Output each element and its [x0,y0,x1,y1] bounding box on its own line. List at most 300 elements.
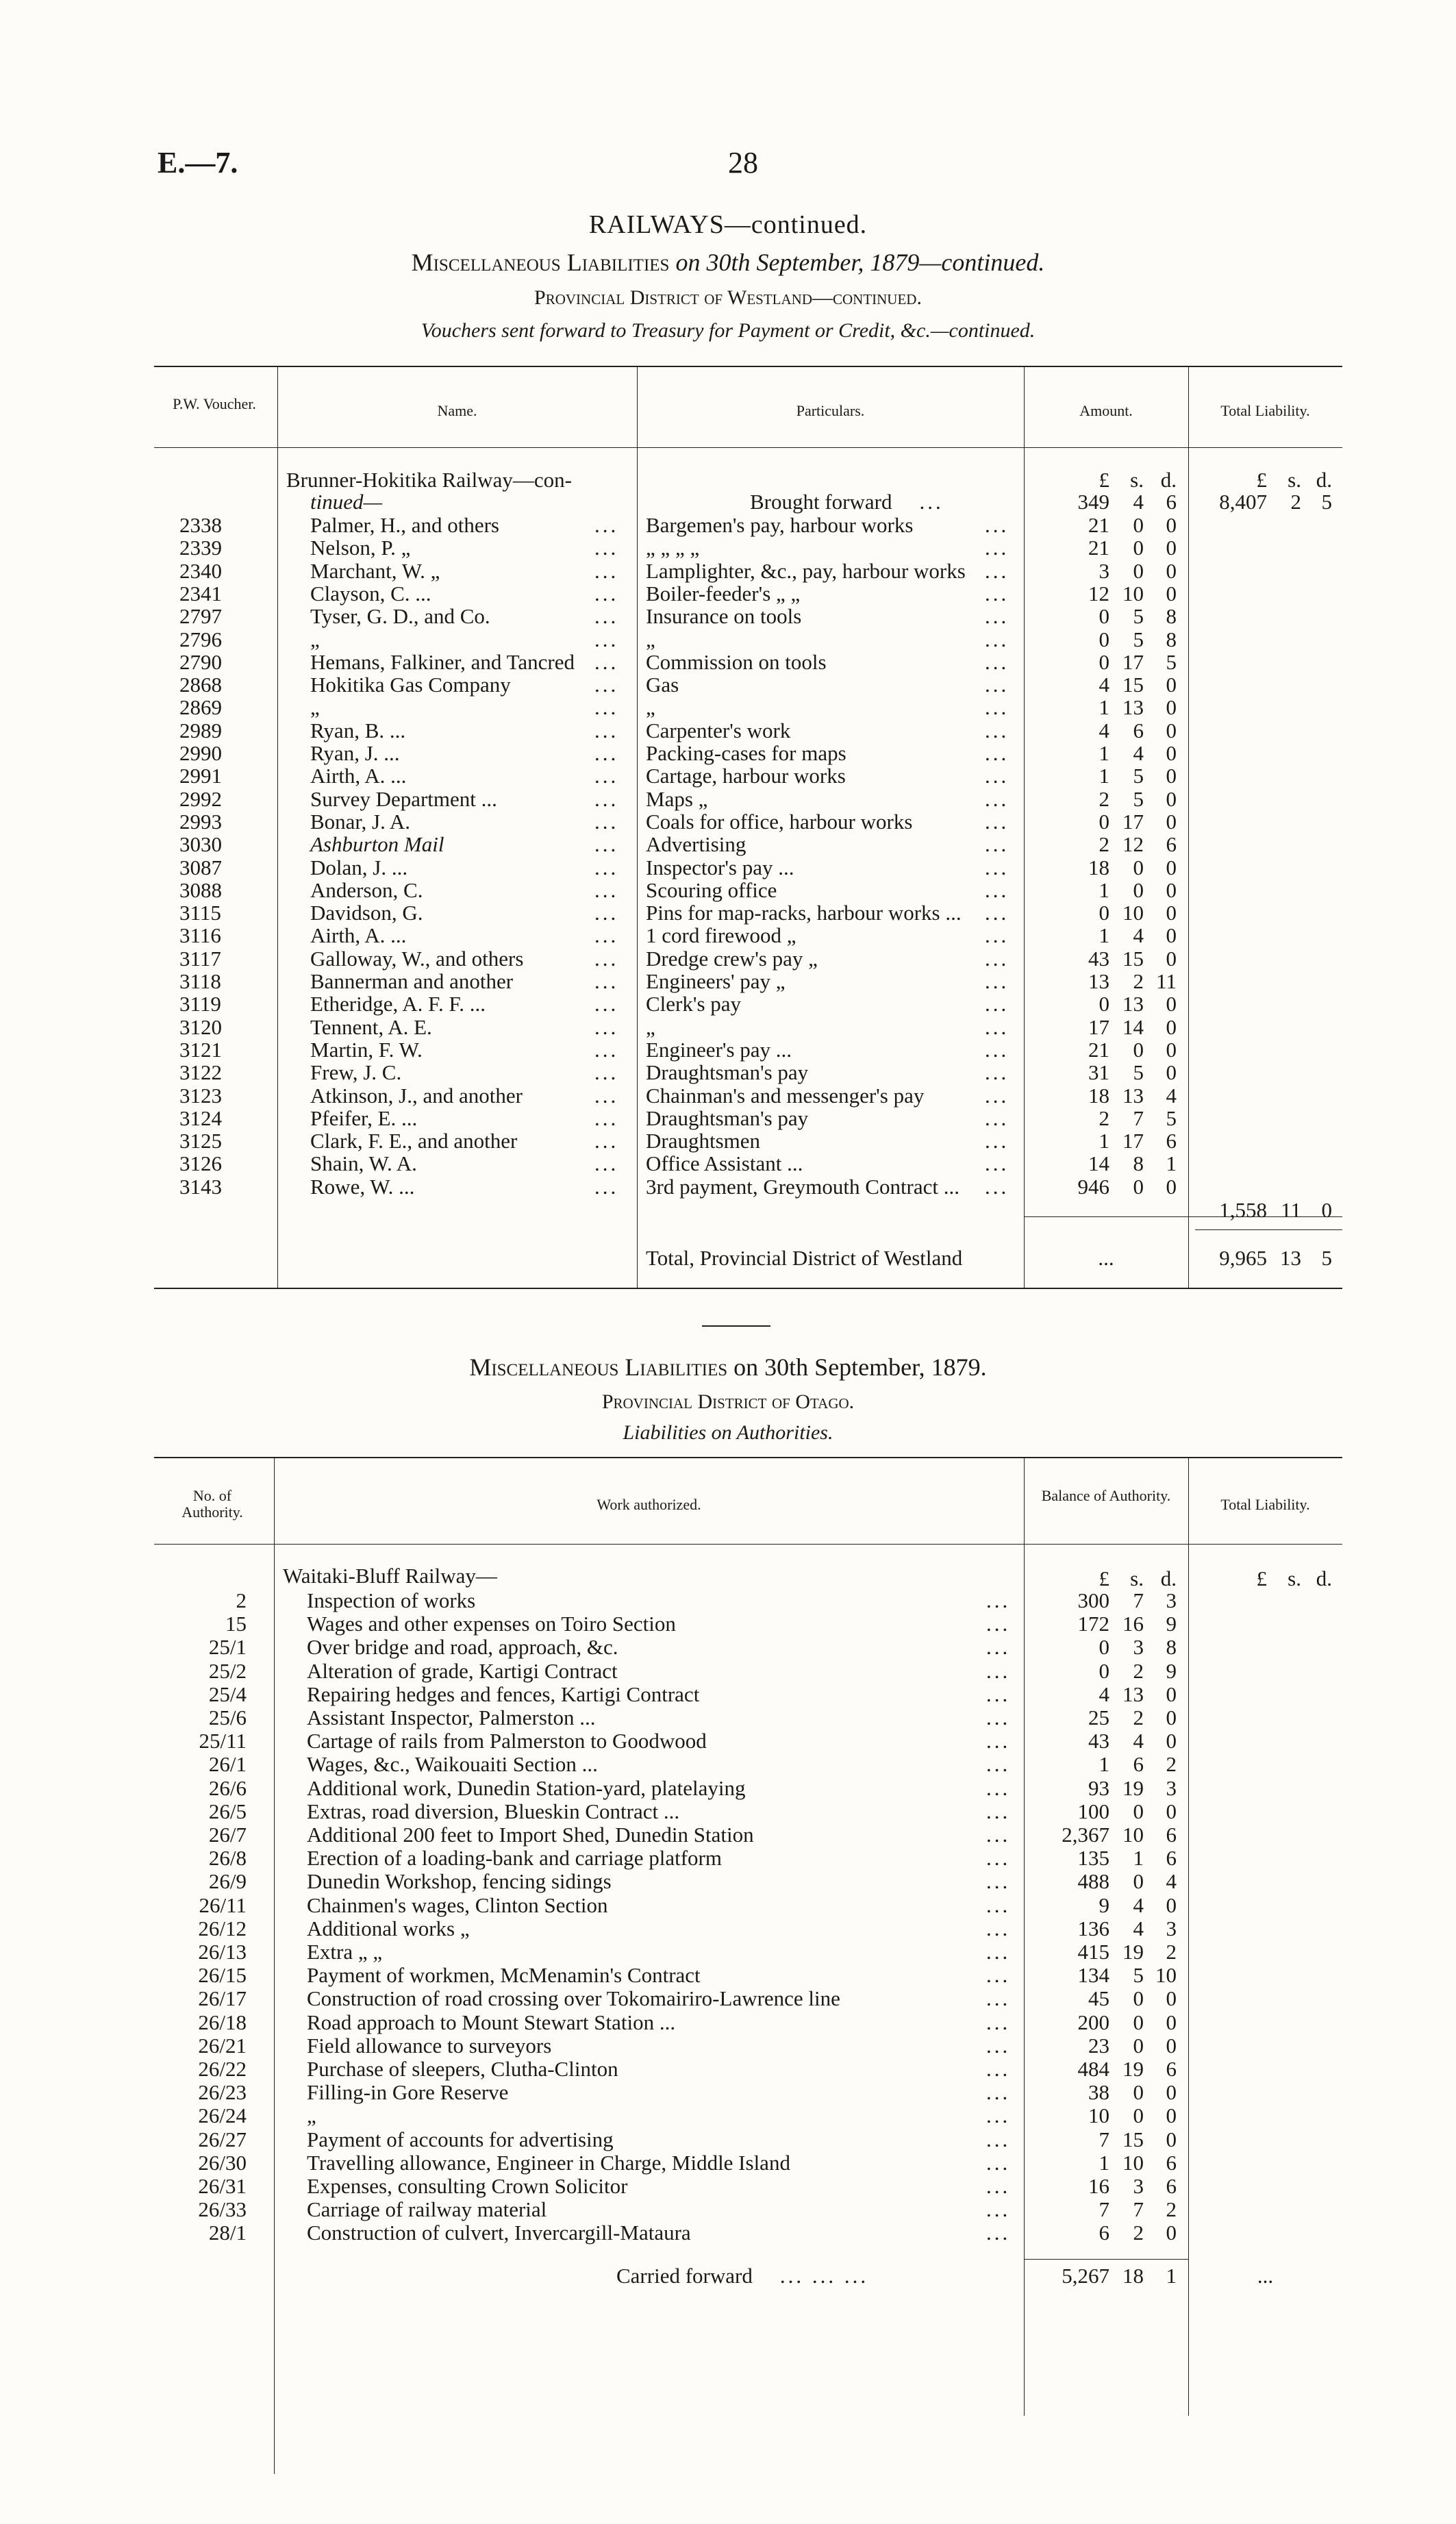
balance-s: 2 [1133,2221,1144,2245]
balance-d: 8 [1166,1635,1177,1659]
amount-l: 1 [1099,923,1109,947]
amount-d: 0 [1166,1038,1177,1062]
work-authorized: Filling-in Gore Reserve [307,2080,509,2104]
amount-l: 1 [1099,1129,1109,1153]
leader-dots: ... [594,536,619,560]
voucher-number: 2991 [179,764,222,788]
t2-total-currency-s: s. [1288,1566,1301,1590]
leader-dots: ... [594,1084,619,1108]
balance-d: 3 [1166,1776,1177,1800]
balance-l: 1 [1099,2151,1109,2175]
payee-name: Etheridge, A. F. F. ... [310,992,486,1016]
particulars: Packing-cases for maps [646,741,846,765]
amount-d: 0 [1166,695,1177,719]
work-authorized: Travelling allowance, Engineer in Charge, Middle Island [307,2151,790,2175]
particulars: Scouring office [646,878,777,902]
amount-s: 2 [1133,969,1144,993]
balance-s: 0 [1133,2010,1144,2034]
balance-s: 0 [1133,2034,1144,2058]
payee-name: Rowe, W. ... [310,1175,415,1199]
voucher-number: 3088 [179,878,222,902]
amount-d: 0 [1166,741,1177,765]
amount-l: 0 [1099,604,1109,628]
authority-number: 26/18 [198,2010,247,2034]
section2-title-a: Miscellaneous Liabilities [469,1353,728,1381]
section2-title [0,1353,1456,1382]
balance-d: 0 [1166,1986,1177,2010]
t1-total-currency-d: d. [1316,468,1332,492]
leader-dots: ... [986,2174,1011,2198]
balance-s: 0 [1133,1799,1144,1823]
table2-header-rule [154,1544,1342,1545]
leader-dots: ... [594,604,619,628]
leader-dots: ... [594,582,619,605]
authority-number: 26/15 [198,1963,247,1987]
voucher-number: 3030 [179,832,222,856]
amount-d: 0 [1166,787,1177,811]
balance-d: 0 [1166,2221,1177,2245]
col-header-voucher: P.W. Voucher. [173,395,256,412]
leader-dots: ... [986,2197,1011,2221]
work-authorized: Over bridge and road, approach, &c. [307,1635,618,1659]
amount-s: 0 [1133,1038,1144,1062]
payee-name: Martin, F. W. [310,1038,423,1062]
balance-d: 0 [1166,1799,1177,1823]
leader-dots: ... [986,1893,1011,1917]
payee-name: Nelson, P. „ [310,536,411,560]
payee-name: Clark, F. E., and another [310,1129,518,1153]
balance-l: 93 [1088,1776,1109,1800]
leader-dots: ... [594,1151,619,1175]
authority-number: 26/23 [198,2080,247,2104]
payee-name: Shain, W. A. [310,1151,417,1175]
amount-l: 18 [1088,855,1109,879]
amount-d: 0 [1166,559,1177,583]
particulars: „ [646,695,655,719]
leader-dots: ... [594,923,619,947]
carried-forward-text: Carried forward [616,2264,753,2288]
leader-dots: ... [986,1916,1011,1940]
particulars: Inspector's pay ... [646,855,794,879]
particulars: Draughtsman's pay [646,1106,809,1130]
particulars: Lamplighter, &c., pay, harbour works [646,559,966,583]
amount-l: 21 [1088,513,1109,537]
authority-number: 26/7 [208,1823,247,1847]
total-label: Total, Provincial District of Westland [646,1246,963,1270]
payee-name: „ [310,695,320,719]
t1-total-currency-l: £ [1256,468,1267,492]
work-authorized: Inspection of works [307,1588,476,1612]
balance-d: 9 [1166,1612,1177,1636]
leader-dots: ... [986,1635,1011,1659]
leader-dots: ... [985,947,1009,971]
authority-number: 25/11 [199,1729,247,1753]
leader-dots: ... [594,1106,619,1130]
amount-l: 1 [1099,764,1109,788]
balance-s: 10 [1122,2151,1144,2175]
particulars: Carpenter's work [646,719,791,742]
balance-d: 2 [1166,1752,1177,1776]
brought-amount-s: 4 [1133,490,1144,514]
amount-s: 15 [1122,673,1144,697]
particulars: Boiler-feeder's „ „ [646,582,801,605]
brought-amount-d: 6 [1166,490,1177,514]
carried-l: 5,267 [1062,2264,1109,2288]
leader-dots: ... [594,878,619,902]
amount-s: 5 [1133,604,1144,628]
payee-name: Frew, J. C. [310,1060,402,1084]
brought-total-l: 8,407 [1219,490,1267,514]
balance-d: 4 [1166,1869,1177,1893]
particulars: 1 cord firewood „ [646,923,796,947]
balance-l: 134 [1077,1963,1109,1987]
particulars: „ „ „ „ [646,536,700,560]
amount-d: 0 [1166,582,1177,605]
balance-l: 135 [1077,1846,1109,1870]
amount-l: 946 [1077,1175,1109,1199]
voucher-number: 2796 [179,627,222,651]
particulars: Draughtsman's pay [646,1060,809,1084]
leader-dots: ... [985,832,1009,856]
table1-bottom-rule [154,1288,1342,1289]
group-title-line-2: tinued— [310,490,383,514]
subtotal-s: 11 [1281,1198,1301,1222]
group-title-line-1 [286,468,572,491]
authority-number: 25/6 [208,1705,247,1729]
amount-s: 14 [1122,1015,1144,1039]
amount-d: 0 [1166,1175,1177,1199]
amount-d: 6 [1166,832,1177,856]
amount-d: 0 [1166,1015,1177,1039]
table2-vline-1 [274,1457,275,2474]
balance-d: 0 [1166,1682,1177,1706]
leader-dots: ... [594,1129,619,1153]
t2-total-currency-l: £ [1256,1566,1267,1590]
balance-d: 6 [1166,2174,1177,2198]
balance-s: 0 [1133,1869,1144,1893]
subtitle-2: Provincial District of Westland—continued. [534,286,922,309]
amount-l: 4 [1099,719,1109,742]
table1-vline-4 [1188,366,1189,1288]
leader-dots: ... [986,1869,1011,1893]
balance-s: 1 [1133,1846,1144,1870]
work-authorized: Construction of culvert, Invercargill-Mataura [307,2221,691,2245]
section2-subtitle2: Liabilities on Authorities. [623,1421,833,1444]
leader-dots: ... [986,1846,1011,1870]
payee-name: Ashburton Mail [310,832,444,856]
amount-l: 12 [1088,582,1109,605]
particulars: Dredge crew's pay „ [646,947,818,971]
amount-d: 0 [1166,923,1177,947]
amount-d: 0 [1166,764,1177,788]
balance-l: 7 [1099,2127,1109,2151]
amount-l: 2 [1099,787,1109,811]
col-header-particulars: Particulars. [796,402,865,419]
balance-d: 0 [1166,1729,1177,1753]
leader-dots: ... [986,2010,1011,2034]
authority-number: 15 [225,1612,247,1636]
balance-l: 43 [1088,1729,1109,1753]
leader-dots: ... [985,650,1009,674]
amount-d: 8 [1166,604,1177,628]
subtitle-3: Vouchers sent forward to Treasury for Payment or Credit, &c.—continued. [421,319,1035,342]
balance-s: 3 [1133,1635,1144,1659]
balance-d: 0 [1166,2103,1177,2127]
voucher-number: 2790 [179,650,222,674]
amount-d: 0 [1166,513,1177,537]
leader-dots: ... [985,1084,1009,1108]
leader-dots: ... [985,969,1009,993]
leader-dots: ... [986,1752,1011,1776]
subtotal-l: 1,558 [1219,1198,1267,1222]
amount-s: 17 [1122,1129,1144,1153]
amount-d: 6 [1166,1129,1177,1153]
total-amount-placeholder: ... [1098,1246,1114,1270]
table1-vline-2 [637,366,638,1288]
page-ref: E.—7. [158,146,238,179]
particulars: Gas [646,673,679,697]
amount-s: 8 [1133,1151,1144,1175]
balance-l: 0 [1099,1659,1109,1683]
balance-l: 4 [1099,1682,1109,1706]
leader-dots: ... [985,719,1009,742]
payee-name: Ryan, B. ... [310,719,406,742]
leader-dots: ... [985,513,1009,537]
work-authorized: Erection of a loading-bank and carriage platform [307,1846,722,1870]
authority-number: 26/22 [198,2057,247,2081]
leader-dots: ... [986,1705,1011,1729]
leader-dots: ... [985,1038,1009,1062]
balance-d: 0 [1166,2127,1177,2151]
leader-dots: ... [986,2127,1011,2151]
authority-number: 25/2 [208,1659,247,1683]
leader-dots: ... [986,1588,1011,1612]
authority-number: 26/30 [198,2151,247,2175]
voucher-number: 2797 [179,604,222,628]
amount-s: 0 [1133,559,1144,583]
balance-s: 16 [1122,1612,1144,1636]
balance-l: 45 [1088,1986,1109,2010]
leader-dots: ... [986,2080,1011,2104]
leader-dots: ... [985,604,1009,628]
amount-d: 0 [1166,855,1177,879]
leader-dots: ... [985,855,1009,879]
leader-dots: ... [594,559,619,583]
work-authorized: Payment of workmen, McMenamin's Contract [307,1963,701,1987]
work-authorized: „ [307,2103,316,2127]
amount-d: 0 [1166,878,1177,902]
leader-dots: ... [985,559,1009,583]
balance-l: 23 [1088,2034,1109,2058]
voucher-number: 3122 [179,1060,222,1084]
work-authorized: Assistant Inspector, Palmerston ... [307,1705,596,1729]
amount-l: 0 [1099,810,1109,834]
leader-dots: ... [594,969,619,993]
leader-dots: ... [985,787,1009,811]
amount-s: 13 [1122,695,1144,719]
leader-dots: ... [594,901,619,925]
work-authorized: Wages, &c., Waikouaiti Section ... [307,1752,598,1776]
table1-top-rule [154,366,1342,367]
subtitle-1b: on 30th September, 1879—continued. [675,249,1045,276]
voucher-number: 3120 [179,1015,222,1039]
particulars: Draughtsmen [646,1129,761,1153]
authority-number: 26/5 [208,1799,247,1823]
voucher-number: 2339 [179,536,222,560]
work-authorized: Expenses, consulting Crown Solicitor [307,2174,628,2198]
leader-dots: ... [986,1823,1011,1847]
leader-dots: ... [986,1729,1011,1753]
amount-d: 11 [1156,969,1177,993]
leader-dots: ... [985,695,1009,719]
particulars: Clerk's pay [646,992,742,1016]
leader-dots: ... [985,741,1009,765]
leader-dots: ... [986,1986,1011,2010]
authority-number: 26/27 [198,2127,247,2151]
table1-vline-1 [277,366,278,1288]
voucher-number: 3118 [179,969,221,993]
balance-l: 16 [1088,2174,1109,2198]
amount-s: 0 [1133,513,1144,537]
balance-s: 5 [1133,1963,1144,1987]
total-liability-rule [1195,1229,1342,1230]
amount-d: 0 [1166,719,1177,742]
brought-forward-label: Brought forward ... [750,490,944,514]
balance-d: 6 [1166,2057,1177,2081]
col-header-total-liability: Total Liability. [1220,1496,1310,1513]
payee-name: Palmer, H., and others [310,513,499,537]
work-authorized: Construction of road crossing over Tokomairiro-Lawrence line [307,1986,840,2010]
carried-total-placeholder: ... [1257,2264,1274,2288]
t2-currency-s: s. [1130,1566,1144,1590]
payee-name: Anderson, C. [310,878,423,902]
particulars: Commission on tools [646,650,827,674]
work-authorized: Repairing hedges and fences, Kartigi Contract [307,1682,700,1706]
amount-d: 0 [1166,1060,1177,1084]
amount-l: 1 [1099,741,1109,765]
authority-number: 26/17 [198,1986,247,2010]
balance-l: 200 [1077,2010,1109,2034]
amount-d: 1 [1166,1151,1177,1175]
amount-s: 0 [1133,1175,1144,1199]
amount-s: 7 [1133,1106,1144,1130]
payee-name: Marchant, W. „ [310,559,440,583]
particulars: Office Assistant ... [646,1151,803,1175]
leader-dots: ... [986,2034,1011,2058]
payee-name: Hokitika Gas Company [310,673,511,697]
amount-s: 5 [1133,764,1144,788]
voucher-number: 2993 [179,810,222,834]
work-authorized: Extras, road diversion, Blueskin Contract ... [307,1799,680,1823]
section2-title-b: on 30th September, 1879. [733,1353,987,1381]
work-authorized: Additional 200 feet to Import Shed, Dunedin Station [307,1823,754,1847]
balance-s: 4 [1133,1916,1144,1940]
amount-d: 0 [1166,901,1177,925]
leader-dots: ... [986,2057,1011,2081]
amount-l: 0 [1099,627,1109,651]
leader-dots: ... [986,1659,1011,1683]
table1-vline-3 [1024,366,1025,1288]
brought-total-d: 5 [1321,490,1332,514]
balance-s: 2 [1133,1659,1144,1683]
leader-dots: ... [985,1106,1009,1130]
balance-d: 10 [1155,1963,1177,1987]
voucher-number: 2341 [179,582,222,605]
authority-number: 26/6 [208,1776,247,1800]
balance-d: 0 [1166,2034,1177,2058]
col-header-amount: Amount. [1079,402,1133,419]
payee-name: Ryan, J. ... [310,741,400,765]
voucher-number: 3121 [179,1038,222,1062]
balance-d: 0 [1166,2010,1177,2034]
leader-dots: ... [985,1175,1009,1199]
balance-d: 0 [1166,1893,1177,1917]
authority-number: 26/21 [198,2034,247,2058]
leader-dots: ... [594,1015,619,1039]
col-header-work: Work authorized. [597,1496,701,1513]
amount-s: 0 [1133,536,1144,560]
authority-number: 25/4 [208,1682,247,1706]
amount-s: 10 [1122,582,1144,605]
t1-currency-l: £ [1099,468,1109,492]
total-d: 5 [1321,1246,1332,1270]
amount-s: 5 [1133,627,1144,651]
amount-s: 12 [1122,832,1144,856]
amount-l: 31 [1088,1060,1109,1084]
leader-dots: ... [594,627,619,651]
leader-dots: ... [986,2103,1011,2127]
authority-number: 26/31 [198,2174,247,2198]
table2-vline-2 [1024,1457,1025,2416]
balance-d: 3 [1166,1916,1177,1940]
balance-d: 2 [1166,2197,1177,2221]
work-authorized: Wages and other expenses on Toiro Section [307,1612,676,1636]
balance-l: 300 [1077,1588,1109,1612]
balance-s: 0 [1133,1986,1144,2010]
amount-d: 5 [1166,650,1177,674]
balance-s: 7 [1133,1588,1144,1612]
voucher-number: 2990 [179,741,222,765]
work-authorized: Chainmen's wages, Clinton Section [307,1893,608,1917]
brought-total-s: 2 [1290,490,1301,514]
amount-s: 10 [1122,901,1144,925]
balance-l: 415 [1077,1940,1109,1964]
authority-number: 25/1 [208,1635,247,1659]
col-header-total: Total Liability. [1220,402,1310,419]
leader-dots: ... [985,764,1009,788]
balance-s: 19 [1122,1776,1144,1800]
balance-s: 19 [1122,1940,1144,1964]
leader-dots: ... [986,1682,1011,1706]
payee-name: Pfeifer, E. ... [310,1106,418,1130]
balance-l: 38 [1088,2080,1109,2104]
work-authorized: Additional works „ [307,1916,470,1940]
leader-dots: ... [594,673,619,697]
voucher-number: 2869 [179,695,222,719]
amount-d: 0 [1166,992,1177,1016]
balance-s: 4 [1133,1729,1144,1753]
amount-l: 2 [1099,832,1109,856]
amount-d: 5 [1166,1106,1177,1130]
t2-currency-l: £ [1099,1566,1109,1590]
balance-l: 100 [1077,1799,1109,1823]
amount-s: 0 [1133,878,1144,902]
balance-l: 2,367 [1062,1823,1109,1847]
payee-name: Atkinson, J., and another [310,1084,523,1108]
payee-name: Davidson, G. [310,901,423,925]
leader-dots: ... [594,764,619,788]
subtitle-1a: Miscellaneous Liabilities [411,249,670,276]
